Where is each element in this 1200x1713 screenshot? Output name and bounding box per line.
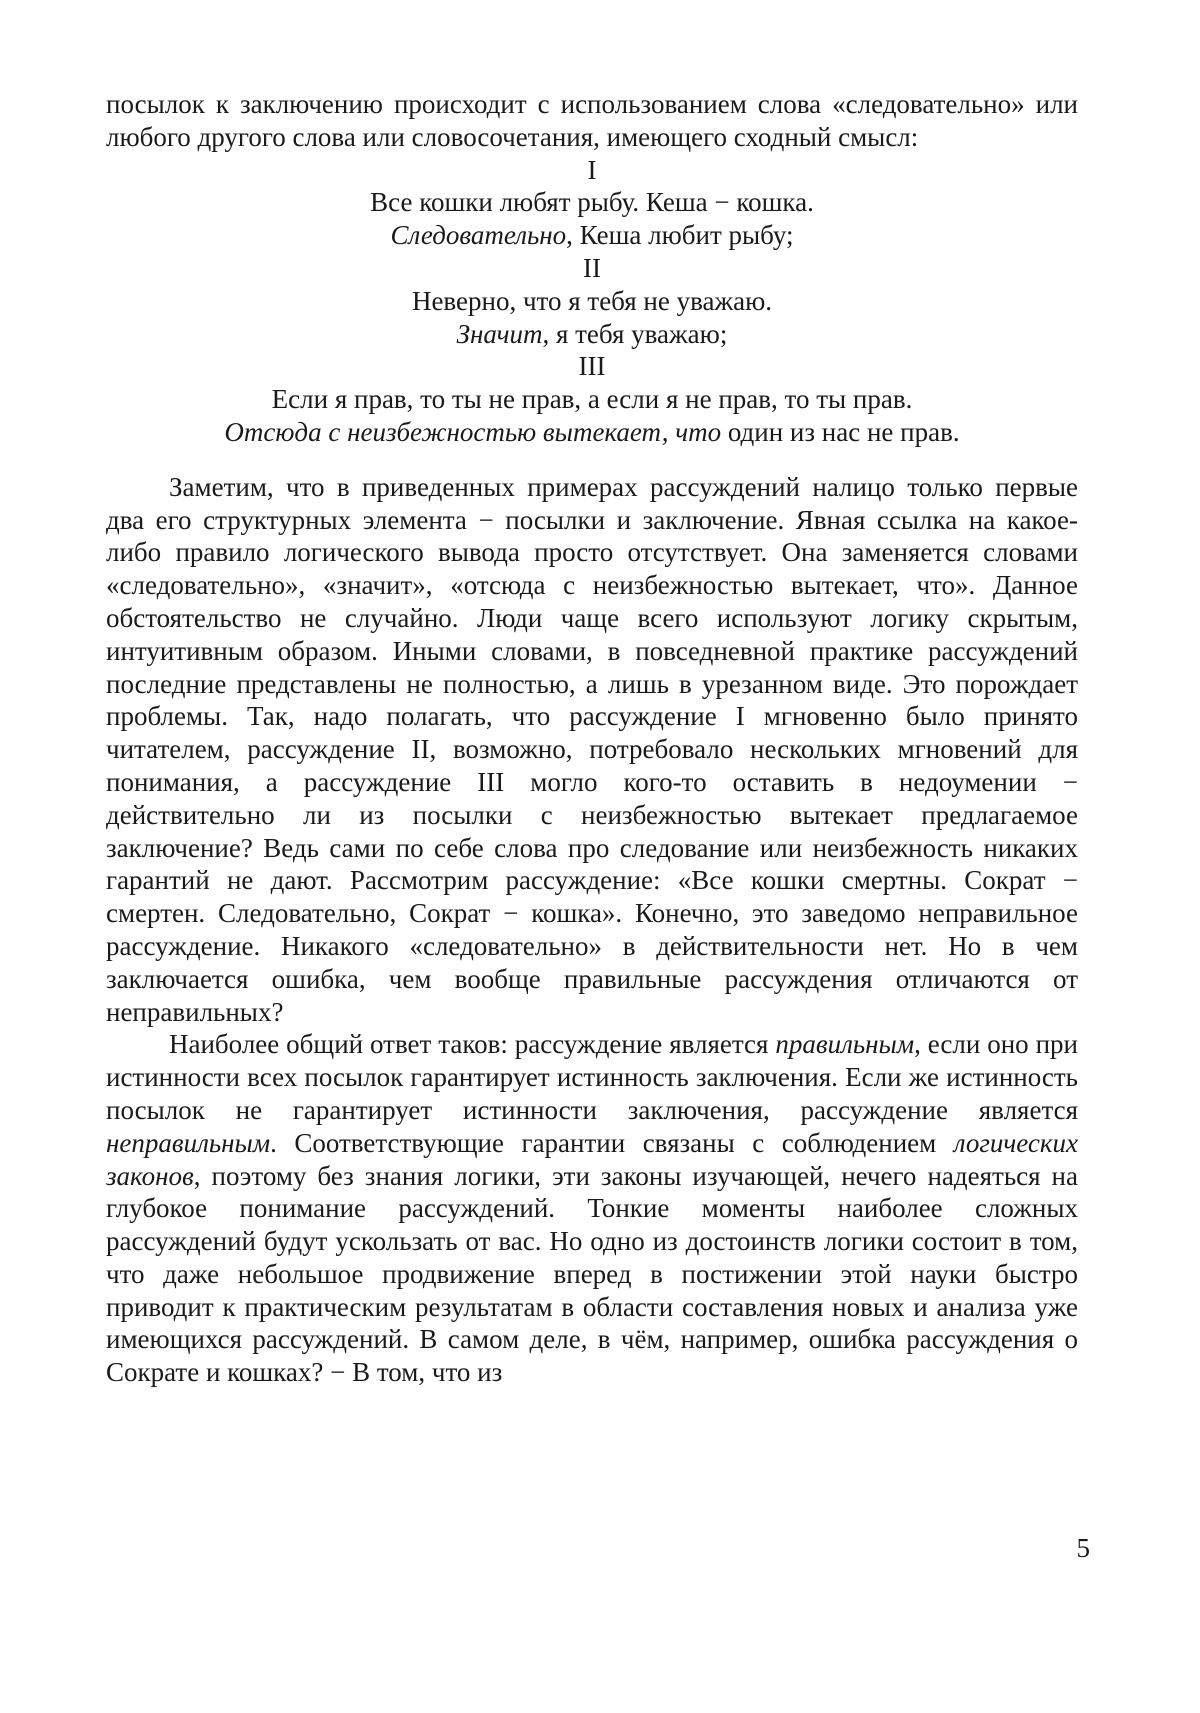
paragraph2-part3: . Соответствующие гарантии связаны с соблюдением xyxy=(270,1127,954,1158)
example-conclusion-text-1: , Кеша любит рыбу; xyxy=(566,220,794,251)
paragraph2-part4: , поэтому без знания логики, эти законы изучающей, нечего надеяться на глубокое понимание рассуждений. Тонкие моменты наиболее сложных рассуждений будут ускользать от вас. Но одно из достоинств логики состоит в том, что даже небольшое продвижение вперед в постижении этой науки быстро приводит к практическим результатам в области составления новых и анализа уже имеющихся рассуждений. В самом деле, в чём, например, ошибка рассуждения о Сократе и кошках? − В том, что из xyxy=(106,1160,1078,1388)
example-premise-3: Если я прав, то ты не прав, а если я не прав, то ты прав. xyxy=(271,384,913,415)
example-numeral-1: I xyxy=(587,154,597,185)
paragraph2-part2: , если оно при истинности всех посылок гарантирует истинность заключения. Если же истинность посылок не гарантирует истинности заключения, рассуждение является xyxy=(106,1029,1078,1125)
body-paragraph-2 xyxy=(106,1028,1078,1389)
example-conclusion-3 xyxy=(106,416,1078,449)
examples-block xyxy=(106,154,1078,449)
example-numeral-2: II xyxy=(583,252,601,283)
paragraph2-em-logical-laws: логических законов xyxy=(106,1127,1078,1191)
body-paragraph-1: Заметим, что в приведенных примерах рассуждений налицо только первые два его структурных элемента − посылки и заключение. Явная ссылка на какое-либо правило логического вывода просто отсутствует. Она заменяется словами «следовательно», «значит», «отсюда с неизбежностью вытекает, что». Данное обстоятельство не случайно. Люди чаще всего используют логику скрытым, интуитивным образом. Иными словами, в повседневной практике рассуждений последние представлены не полностью, а лишь в урезанном виде. Это порождает проблемы. Так, надо полагать, что рассуждение I мгновенно было принято читателем, рассуждение II, возможно, потребовало нескольких мгновений для понимания, а рассуждение III могло кого-то оставить в недоумении − действительно ли из посылки с неизбежностью вытекает предлагаемое заключение? Ведь сами по себе слова про следование или неизбежность никаких гарантий не дают. Рассмотрим рассуждение: «Все кошки смертны. Сократ − смертен. Следовательно, Сократ − кошка». Конечно, это заведомо неправильное рассуждение. Никакого «следовательно» в действительности нет. Но в чем заключается ошибка, чем вообще правильные рассуждения отличаются от неправильных? xyxy=(106,471,1078,1027)
page-content xyxy=(106,88,1078,1389)
example-connective-2: Значит xyxy=(456,318,543,349)
example-comma-3: , xyxy=(661,416,676,447)
page-number: 5 xyxy=(1076,1533,1090,1563)
example-connective-3a: Отсюда с неизбежностью вытекает xyxy=(224,416,662,447)
example-premise-2: Неверно, что я тебя не уважаю. xyxy=(411,285,773,316)
example-premise-1: Все кошки любят рыбу. Кеша − кошка. xyxy=(370,187,814,218)
example-connective-3b: что xyxy=(675,416,722,447)
paragraph2-em-incorrect: неправильным xyxy=(106,1127,271,1158)
paragraph2-part1: Наиболее общий ответ таков: рассуждение является xyxy=(169,1029,776,1060)
example-connective-1: Следовательно xyxy=(390,220,567,251)
paragraph2-em-correct: правильным xyxy=(775,1029,915,1060)
example-conclusion-text-2: , я тебя уважаю; xyxy=(542,318,728,349)
section-gap xyxy=(106,449,1078,471)
intro-paragraph: посылок к заключению происходит с использованием слова «следовательно» или любого другого слова или словосочетания, имеющего сходный смысл: xyxy=(106,89,1078,152)
example-conclusion-text-3: один из нас не прав. xyxy=(721,416,960,447)
example-numeral-3: III xyxy=(578,351,606,382)
example-conclusion-1 xyxy=(106,219,1078,252)
example-conclusion-2 xyxy=(106,318,1078,351)
